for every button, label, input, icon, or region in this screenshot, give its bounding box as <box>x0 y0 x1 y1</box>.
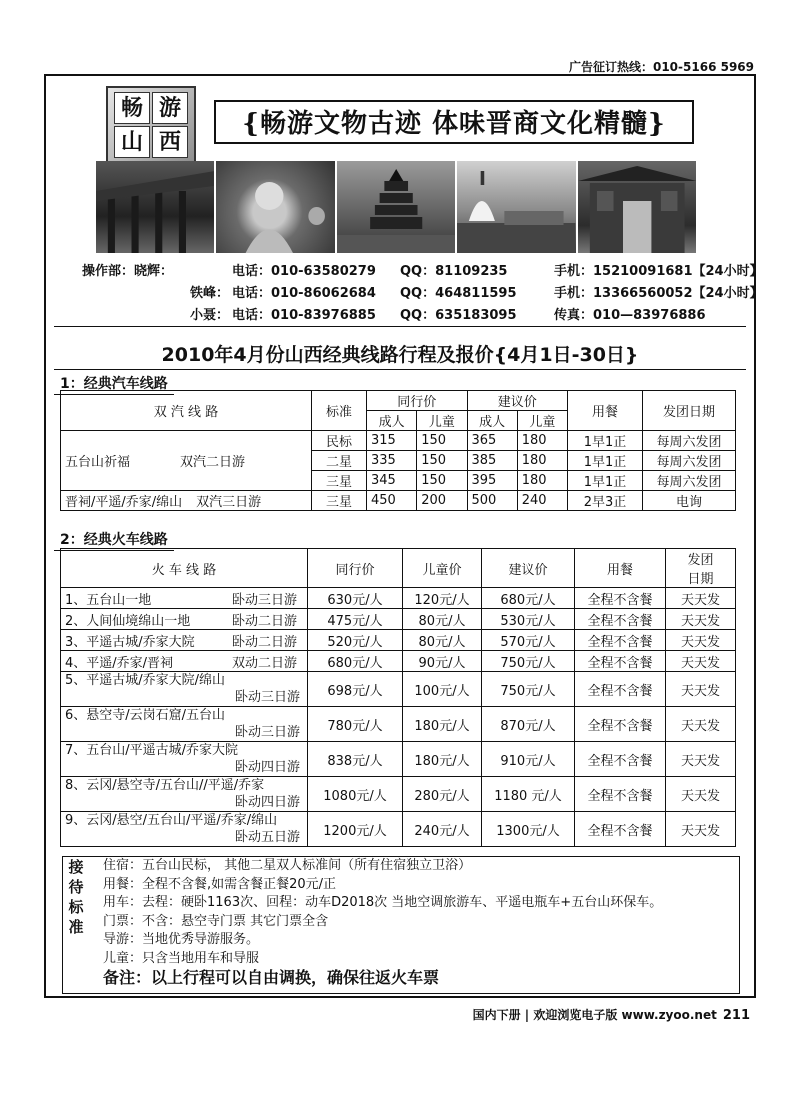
table-row <box>61 707 736 742</box>
standard-cell: 二星 <box>312 451 367 471</box>
meal-cell: 全程不含餐 <box>575 812 666 847</box>
departure-cell: 天天发 <box>666 588 736 609</box>
meal-cell: 1早1正 <box>568 431 643 451</box>
child-price-cell: 80元/人 <box>403 609 482 630</box>
meal-cell: 1早1正 <box>568 471 643 491</box>
footer-text: 国内下册 | 欢迎浏览电子版 www.zyoo.net <box>472 1008 717 1022</box>
route-name: 晋祠/平遥/乔家/绵山 <box>65 495 183 510</box>
price-cell: 365 <box>467 431 517 451</box>
th-adult: 成人 <box>467 411 517 431</box>
bus-routes-table <box>60 390 736 511</box>
price-cell: 180 <box>517 471 567 491</box>
divider <box>54 369 746 370</box>
route-name: 1、五台山一地 <box>65 592 152 608</box>
departure-cell: 天天发 <box>666 630 736 651</box>
service-lines <box>103 857 662 987</box>
shanxi-logo <box>106 86 196 164</box>
route-name: 4、平遥/乔家/晋祠 <box>65 655 174 671</box>
contact-row <box>82 304 762 326</box>
divider <box>54 326 746 327</box>
th-departure-line: 日期 <box>687 572 714 587</box>
white-stupa-photo <box>457 161 575 253</box>
service-line: 门票：不含：悬空寺门票 其它门票全含 <box>103 913 329 929</box>
price-cell: 450 <box>367 491 417 511</box>
meal-cell: 全程不含餐 <box>575 588 666 609</box>
route-type: 卧动三日游 <box>231 592 297 608</box>
meal-cell: 2早3正 <box>568 491 643 511</box>
route-name: 7、五台山/平遥古城/乔家大院 <box>65 743 239 758</box>
table-row <box>61 630 736 651</box>
suggested-price-cell: 750元/人 <box>482 651 575 672</box>
price-cell: 200 <box>417 491 467 511</box>
contact-qq: QQ：81109235 <box>400 264 508 279</box>
route-type: 卧动四日游 <box>235 795 301 810</box>
departure-cell: 天天发 <box>666 672 736 707</box>
route-type: 双汽三日游 <box>196 495 262 510</box>
suggested-price-cell: 870元/人 <box>482 707 575 742</box>
route-cell <box>61 742 308 777</box>
departure-cell: 每周六发团 <box>643 471 736 491</box>
contact-name: 铁峰： <box>190 286 230 301</box>
service-line: 用车：去程：硬卧1163次、回程：动车D2018次 当地空调旅游车、平遥电瓶车+五台山环保车。 <box>103 895 663 911</box>
service-label-char: 准 <box>68 918 84 936</box>
wooden-pagoda-photo <box>337 161 455 253</box>
th-child: 儿童价 <box>403 549 482 588</box>
price-cell: 150 <box>417 471 467 491</box>
meal-cell: 全程不含餐 <box>575 742 666 777</box>
logo-char: 游 <box>152 92 188 124</box>
departure-cell: 天天发 <box>666 812 736 847</box>
table-row <box>61 812 736 847</box>
contact-row <box>82 260 762 282</box>
page-frame <box>44 74 763 998</box>
contact-phone: 电话：010-86062684 <box>232 286 376 301</box>
route-name: 3、平遥古城/乔家大院 <box>65 634 195 650</box>
suggested-price-cell: 1180 元/人 <box>482 777 575 812</box>
section-label: 2：经典火车线路 <box>54 528 174 551</box>
th-departure <box>666 549 736 588</box>
service-line: 用餐：全程不含餐,如需含餐正餐20元/正 <box>103 876 337 892</box>
route-type: 卧动五日游 <box>235 830 301 845</box>
price-cell: 180 <box>517 451 567 471</box>
service-label-char: 接 <box>68 858 84 876</box>
suggested-price-cell: 910元/人 <box>482 742 575 777</box>
route-cell <box>61 491 312 511</box>
route-type: 卧动四日游 <box>235 760 301 775</box>
suggested-price-cell: 1300元/人 <box>482 812 575 847</box>
departure-cell: 天天发 <box>666 651 736 672</box>
th-adult: 成人 <box>367 411 417 431</box>
departure-cell: 天天发 <box>666 742 736 777</box>
price-cell: 335 <box>367 451 417 471</box>
child-price-cell: 80元/人 <box>403 630 482 651</box>
peer-price-cell: 520元/人 <box>308 630 403 651</box>
peer-price-cell: 475元/人 <box>308 609 403 630</box>
route-type: 双动二日游 <box>231 655 297 671</box>
page-footer <box>473 1006 750 1023</box>
contact-block <box>82 260 762 326</box>
route-type: 卧动二日游 <box>231 613 297 629</box>
contact-phone: 电话：010-63580279 <box>232 264 376 279</box>
departure-cell: 每周六发团 <box>643 431 736 451</box>
meal-cell: 全程不含餐 <box>575 651 666 672</box>
slogan-banner: {畅游文物古迹 体味晋商文化精髓} <box>214 100 694 144</box>
service-standards <box>62 856 740 994</box>
service-line: 导游：当地优秀导游服务。 <box>103 932 260 948</box>
th-standard: 标准 <box>312 391 367 431</box>
route-type: 卧动三日游 <box>235 690 301 705</box>
peer-price-cell: 680元/人 <box>308 651 403 672</box>
meal-cell: 1早1正 <box>568 451 643 471</box>
route-name: 8、云冈/悬空寺/五台山//平遥/乔家 <box>65 778 265 793</box>
suggested-price-cell: 570元/人 <box>482 630 575 651</box>
route-cell <box>61 431 312 491</box>
child-price-cell: 100元/人 <box>403 672 482 707</box>
route-cell <box>61 707 308 742</box>
table-row <box>61 651 736 672</box>
peer-price-cell: 780元/人 <box>308 707 403 742</box>
th-meal: 用餐 <box>575 549 666 588</box>
route-type: 卧动三日游 <box>235 725 301 740</box>
departure-cell: 每周六发团 <box>643 451 736 471</box>
peer-price-cell: 698元/人 <box>308 672 403 707</box>
service-note: 备注：以上行程可以自由调换，确保往返火车票 <box>103 967 440 987</box>
buddha-grotto-photo <box>216 161 334 253</box>
contact-fax: 传真：010—83976886 <box>554 308 706 323</box>
price-cell: 150 <box>417 451 467 471</box>
temple-columns-photo <box>96 161 214 253</box>
peer-price-cell: 1200元/人 <box>308 812 403 847</box>
route-type: 卧动二日游 <box>231 634 297 650</box>
contact-mobile: 手机：13366560052【24小时】 <box>554 286 763 301</box>
table-row <box>61 609 736 630</box>
table-row <box>61 491 736 511</box>
price-cell: 385 <box>467 451 517 471</box>
ad-hotline: 广告征订热线：010-5166 5969 <box>568 60 754 74</box>
th-route: 火 车 线 路 <box>61 549 308 588</box>
departure-cell: 天天发 <box>666 777 736 812</box>
standard-cell: 三星 <box>312 491 367 511</box>
child-price-cell: 90元/人 <box>403 651 482 672</box>
meal-cell: 全程不含餐 <box>575 630 666 651</box>
section-label: 1：经典汽车线路 <box>54 372 174 395</box>
th-suggested: 建议价 <box>467 391 568 411</box>
contact-mobile: 手机：15210091681【24小时】 <box>554 264 763 279</box>
table-row <box>61 672 736 707</box>
th-suggested: 建议价 <box>482 549 575 588</box>
route-name: 2、人间仙境绵山一地 <box>65 613 191 629</box>
contact-row <box>82 282 762 304</box>
contact-qq: QQ：635183095 <box>400 308 517 323</box>
peer-price-cell: 630元/人 <box>308 588 403 609</box>
service-label <box>65 857 87 937</box>
th-departure-line: 发团 <box>687 553 714 568</box>
logo-char: 畅 <box>114 92 150 124</box>
departure-cell: 电询 <box>643 491 736 511</box>
child-price-cell: 240元/人 <box>403 812 482 847</box>
price-cell: 150 <box>417 431 467 451</box>
price-cell: 240 <box>517 491 567 511</box>
route-cell <box>61 651 308 672</box>
contact-name: 操作部：晓辉： <box>82 264 174 279</box>
th-peer: 同行价 <box>308 549 403 588</box>
table-row <box>61 588 736 609</box>
departure-cell: 天天发 <box>666 707 736 742</box>
meal-cell: 全程不含餐 <box>575 777 666 812</box>
table-row <box>61 431 736 451</box>
route-cell <box>61 609 308 630</box>
route-name: 9、云冈/悬空/五台山/平遥/乔家/绵山 <box>65 813 278 828</box>
table-row <box>61 777 736 812</box>
route-cell <box>61 812 308 847</box>
peer-price-cell: 1080元/人 <box>308 777 403 812</box>
page-number: 211 <box>722 1008 750 1023</box>
table-row <box>61 742 736 777</box>
price-cell: 395 <box>467 471 517 491</box>
photo-strip <box>96 161 696 253</box>
th-child: 儿童 <box>517 411 567 431</box>
th-meal: 用餐 <box>568 391 643 431</box>
peer-price-cell: 838元/人 <box>308 742 403 777</box>
train-routes-table <box>60 548 736 847</box>
suggested-price-cell: 530元/人 <box>482 609 575 630</box>
child-price-cell: 280元/人 <box>403 777 482 812</box>
price-cell: 315 <box>367 431 417 451</box>
departure-cell: 天天发 <box>666 609 736 630</box>
contact-qq: QQ：464811595 <box>400 286 517 301</box>
service-label-char: 待 <box>68 878 84 896</box>
contact-name: 小聂： <box>190 308 230 323</box>
th-departure: 发团日期 <box>643 391 736 431</box>
th-peer: 同行价 <box>367 391 468 411</box>
page-title: 2010年4月份山西经典线路行程及报价{4月1日-30日} <box>161 344 639 366</box>
child-price-cell: 180元/人 <box>403 742 482 777</box>
route-cell <box>61 588 308 609</box>
route-type: 双汽二日游 <box>180 455 246 470</box>
contact-phone: 电话：010-83976885 <box>232 308 376 323</box>
suggested-price-cell: 750元/人 <box>482 672 575 707</box>
price-cell: 180 <box>517 431 567 451</box>
route-name: 6、悬空寺/云岗石窟/五台山 <box>65 708 226 723</box>
th-route: 双 汽 线 路 <box>61 391 312 431</box>
child-price-cell: 120元/人 <box>403 588 482 609</box>
meal-cell: 全程不含餐 <box>575 707 666 742</box>
suggested-price-cell: 680元/人 <box>482 588 575 609</box>
child-price-cell: 180元/人 <box>403 707 482 742</box>
meal-cell: 全程不含餐 <box>575 672 666 707</box>
service-line: 儿童：只含当地用车和导服 <box>103 950 260 966</box>
logo-char: 山 <box>114 126 150 158</box>
th-child: 儿童 <box>417 411 467 431</box>
logo-char: 西 <box>152 126 188 158</box>
price-cell: 500 <box>467 491 517 511</box>
route-cell <box>61 672 308 707</box>
route-cell <box>61 630 308 651</box>
standard-cell: 民标 <box>312 431 367 451</box>
service-line: 住宿：五台山民标， 其他二星双人标准间（所有住宿独立卫浴） <box>103 858 472 873</box>
service-label-char: 标 <box>68 898 84 916</box>
standard-cell: 三星 <box>312 471 367 491</box>
route-name: 5、平遥古城/乔家大院/绵山 <box>65 673 226 688</box>
meal-cell: 全程不含餐 <box>575 609 666 630</box>
price-cell: 345 <box>367 471 417 491</box>
courtyard-gate-photo <box>578 161 696 253</box>
route-cell <box>61 777 308 812</box>
route-name: 五台山祈福 <box>65 455 131 470</box>
